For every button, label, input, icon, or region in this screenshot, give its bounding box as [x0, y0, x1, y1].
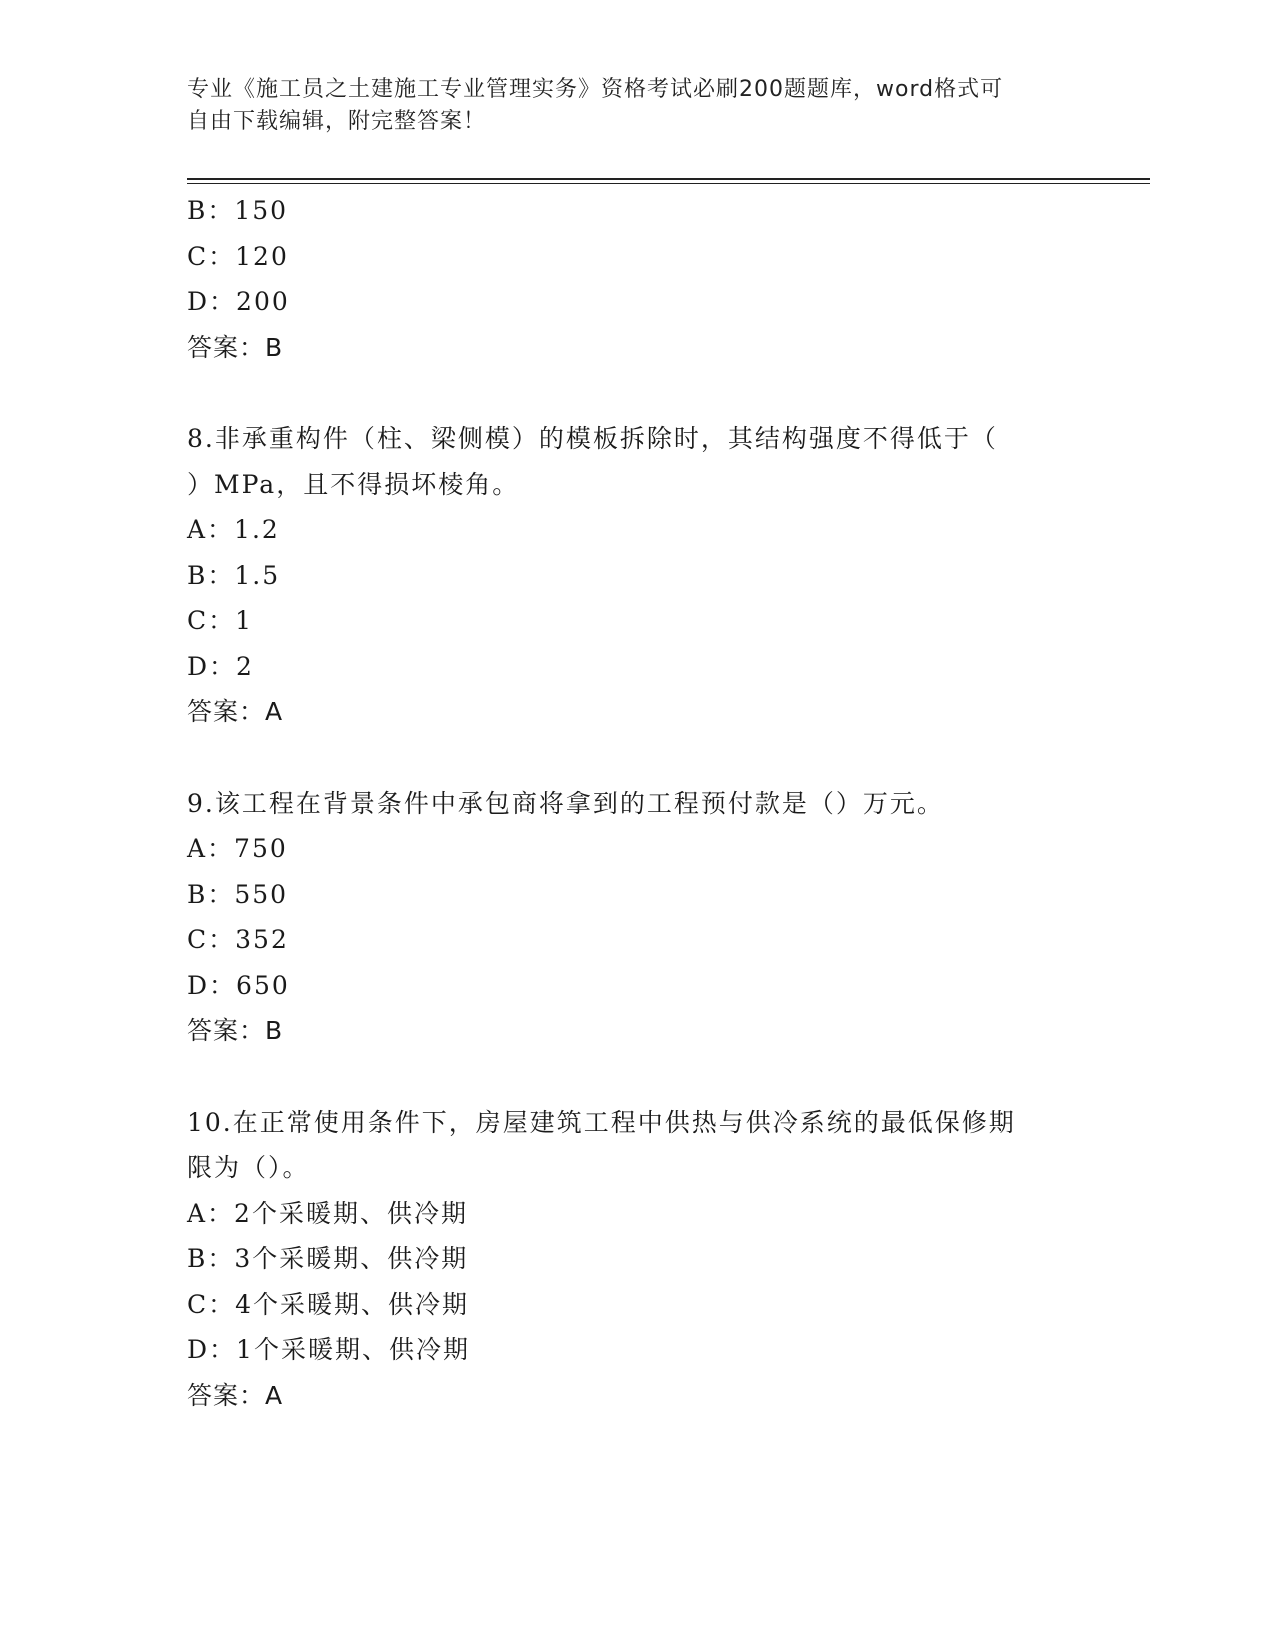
option-d: D：200: [187, 287, 290, 316]
answer: 答案：A: [187, 1380, 284, 1410]
question-9: [187, 781, 1087, 1054]
header-rule: [187, 178, 1150, 180]
option-c: C：352: [187, 925, 289, 954]
question-text: ）MPa，且不得损坏棱角。: [187, 469, 520, 499]
header-rule-thin: [187, 183, 1150, 184]
option-c: C：120: [187, 241, 289, 271]
option-d: D：650: [187, 970, 290, 1000]
option-a: A：750: [187, 834, 288, 863]
option-b: B：550: [187, 879, 289, 909]
option-d: D：1个采暖期、供冷期: [187, 1335, 470, 1364]
question-text: 9.该工程在背景条件中承包商将拿到的工程预付款是（）万元。: [187, 788, 944, 818]
answer: 答案：B: [187, 332, 284, 362]
option-d: D：2: [187, 651, 254, 681]
spacer: [187, 735, 1087, 781]
option-b: B：3个采暖期、供冷期: [187, 1244, 469, 1273]
header-line-2: 自由下载编辑，附完整答案！: [187, 109, 487, 134]
page-header: [187, 74, 1067, 138]
question-text: 10.在正常使用条件下，房屋建筑工程中供热与供冷系统的最低保修期: [187, 1107, 1016, 1137]
option-c: C：1: [187, 606, 254, 635]
option-a: A：2个采暖期、供冷期: [187, 1198, 468, 1228]
option-b: B：150: [187, 196, 289, 225]
previous-question-tail: [187, 188, 1087, 370]
option-c: C：4个采暖期、供冷期: [187, 1289, 470, 1319]
answer: 答案：B: [187, 1016, 284, 1045]
question-text: 限为（）。: [187, 1153, 310, 1182]
question-10: [187, 1100, 1087, 1419]
document-body: [187, 188, 1087, 1418]
option-a: A：1.2: [187, 515, 280, 544]
spacer: [187, 370, 1087, 416]
question-text: 8.非承重构件（柱、梁侧模）的模板拆除时，其结构强度不得低于（: [187, 424, 998, 453]
option-b: B：1.5: [187, 560, 281, 590]
header-line-1: 专业《施工员之土建施工专业管理实务》资格考试必刷200题题库，word格式可: [187, 77, 1004, 102]
question-8: [187, 416, 1087, 735]
answer: 答案：A: [187, 697, 284, 726]
spacer: [187, 1054, 1087, 1100]
